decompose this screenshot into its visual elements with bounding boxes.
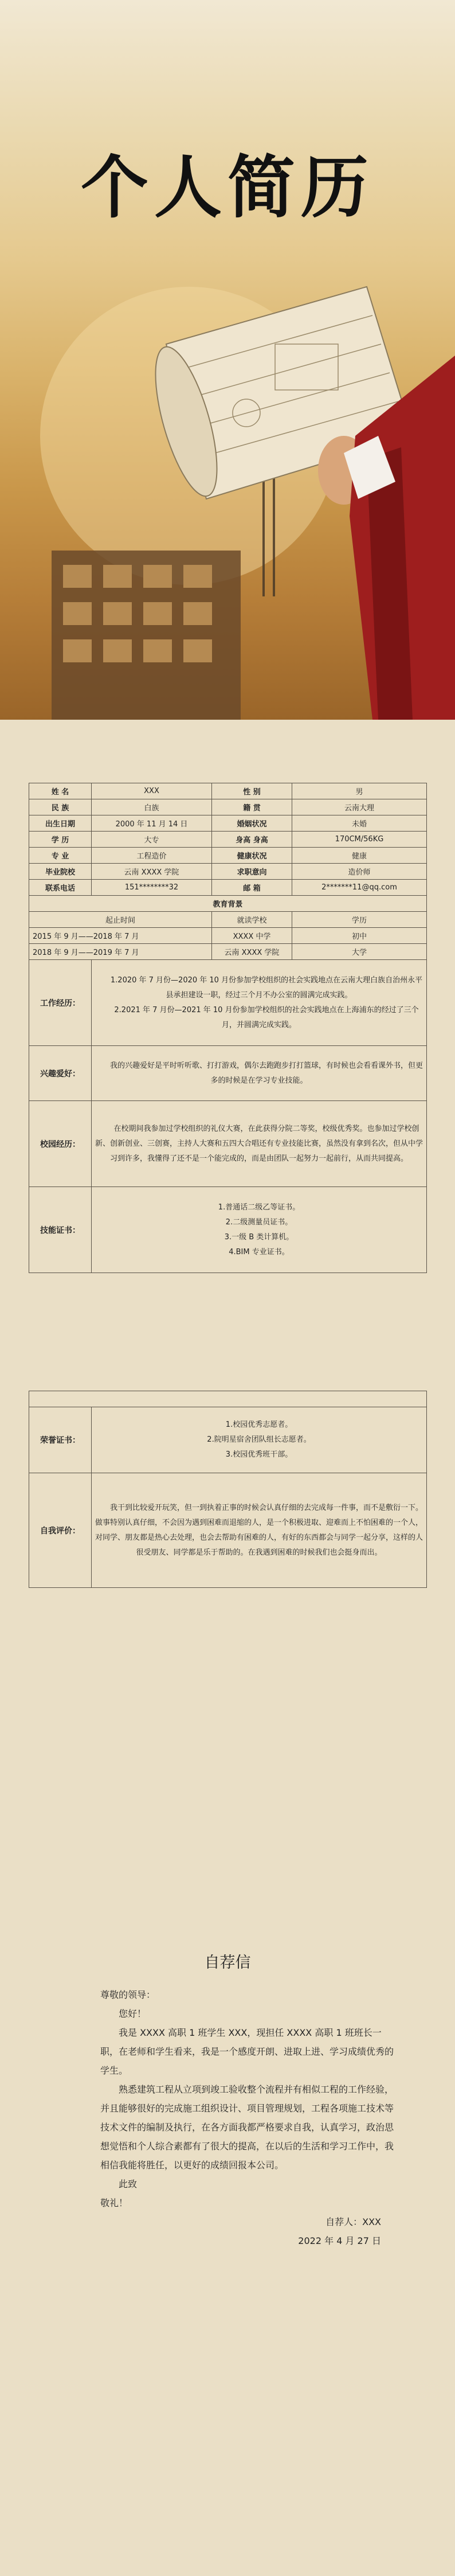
height-value: 170CM/56KG [292,832,427,848]
letter-title: 自荐信 [204,1954,251,1972]
intent-value: 造价师 [292,864,427,880]
phone-label: 联系电话 [29,880,92,896]
table-row [29,1046,427,1101]
work-line: 2.2021 年 7 月份—2021 年 10 月份参加学校组织的社会实践地点在上海浦东的经过了三个月，并圆满完成实践。 [114,1005,419,1029]
health-value: 健康 [292,848,427,864]
resume-table-main [29,783,427,1273]
table-row [29,880,427,896]
marital-value: 未婚 [292,815,427,832]
major-value: 工程造价 [92,848,212,864]
resume-table-secondary [29,1391,427,1588]
edu-header-school: 就读学校 [212,912,292,928]
honor-item: 3.校园优秀班干部。 [225,1450,293,1459]
header-banner [0,0,455,720]
school-label: 毕业院校 [29,864,92,880]
hobby-label: 兴趣爱好： [29,1046,92,1101]
cert-content [92,1187,427,1273]
edu-row-period: 2018 年 9 月——2019 年 7 月 [29,944,212,960]
health-label: 健康状况 [212,848,292,864]
gender-label: 性 别 [212,783,292,799]
self-eval-content [92,1473,427,1588]
table-row [29,960,427,1046]
letter-signature: 自荐人：XXX [325,2216,381,2227]
honor-content [92,1407,427,1473]
honor-item: 2.院明星宿舍团队组长志愿者。 [207,1435,311,1444]
edu-row-degree: 初中 [292,928,427,944]
page-title: 个人简历 [80,148,374,227]
education-label: 学 历 [29,832,92,848]
cert-item: 4.BIM 专业证书。 [229,1247,289,1256]
cert-label: 技能证书： [29,1187,92,1273]
table-row [29,912,427,928]
work-line: 1.2020 年 7 月份—2020 年 10 月份参加学校组织的社会实践地点在云南大理白族自治州永平县承担建设一职，经过三个月不办公室的圆满完成实践。 [110,975,423,1000]
table-row [29,1101,427,1187]
edu-row-school: 云南 XXXX 学院 [212,944,292,960]
hometown-value: 云南大理 [292,799,427,815]
email-label: 邮 箱 [212,880,292,896]
major-label: 专 业 [29,848,92,864]
edu-row-degree: 大学 [292,944,427,960]
email-value: 2*******11@qq.com [292,880,427,896]
ethnicity-label: 民 族 [29,799,92,815]
edu-header-period: 起止时间 [29,912,212,928]
ethnicity-value: 白族 [92,799,212,815]
edu-row-school: XXXX 中学 [212,928,292,944]
table-row [29,928,427,944]
cert-item: 2.二级测量员证书。 [225,1217,293,1227]
hobby-content [92,1046,427,1101]
marital-label: 婚姻状况 [212,815,292,832]
letter-date: 2022 年 4 月 27 日 [298,2235,381,2246]
birth-value: 2000 年 11 月 14 日 [92,815,212,832]
table-row [29,832,427,848]
table-row [29,1187,427,1273]
table-row [29,1473,427,1588]
hobby-text: 我的兴趣爱好是平时听听歌、打打游戏，偶尔去跑跑步打打篮球，有时候也会看看课外书，但更多的时候是在学习专业技能。 [110,1061,423,1085]
gender-value: 男 [292,783,427,799]
work-label: 工作经历： [29,960,92,1046]
honor-item: 1.校园优秀志愿者。 [225,1420,293,1429]
table-row [29,783,427,799]
letter-paragraph: 熟悉建筑工程从立项到竣工验收整个流程并有相似工程的工作经验，并且能够很好的完成施工组织设计、项目管理规划，工程各项施工技术等技术文件的编制及执行，在各方面我都严格要求自我，认真学习，政治思想觉悟和个人综合素都有了很大的提高，在以后的生活和学习工作中，我相信我能将胜任，以更好的成绩回报本公司。 [100,2084,394,2171]
self-eval-text: 我干到比较爱开玩笑，但一到执着正事的时候会认真仔细的去完成每一件事，而不是敷衍一下。做事特别认真仔细，不会因为遇到困难而退缩的人，是一个积极进取、迎难而上不怕困难的一个人，对同学、朋友都是热心去处理，也会去帮助有困难的人，有好的东西都会与同学一起分享，这样的人很受朋友、同学都是乐于帮助的。在我遇到困难的时候我们也会挺身而出。 [95,1503,423,1557]
campus-content [92,1101,427,1187]
cert-item: 1.普通话二级乙等证书。 [218,1203,300,1212]
work-content [92,960,427,1046]
cert-item: 3.一级 B 类计算机。 [224,1232,294,1242]
letter-closing: 此致 [119,2179,138,2189]
name-label: 姓 名 [29,783,92,799]
letter-greeting: 您好！ [119,2008,147,2019]
self-eval-label: 自我评价： [29,1473,92,1588]
table-row [29,1391,427,1407]
education-value: 大专 [92,832,212,848]
education-heading: 教育背景 [29,896,427,912]
table-row [29,944,427,960]
school-value: 云南 XXXX 学院 [92,864,212,880]
cover-letter [100,1985,398,2250]
edu-row-period: 2015 年 9 月——2018 年 7 月 [29,928,212,944]
campus-text: 在校期间我参加过学校组织的礼仪大赛，在此获得分院二等奖，校级优秀奖。也参加过学校创新、创新创业、三创赛，主持人大赛和五四大合唱还有专业技能比赛，虽然没有拿到名次，但从中学习到许多，我懂得了还不是一个能完成的，而是由团队一起努力一起前行，从而共同提高。 [95,1124,423,1163]
banner-illustration [0,0,455,720]
campus-label: 校园经历： [29,1101,92,1187]
birth-label: 出生日期 [29,815,92,832]
honor-label: 荣誉证书： [29,1407,92,1473]
letter-salutation: 尊敬的领导： [100,1989,156,2000]
name-value: XXX [92,783,212,799]
height-label: 身高 身高 [212,832,292,848]
edu-header-degree: 学历 [292,912,427,928]
table-row [29,896,427,912]
table-row [29,864,427,880]
hometown-label: 籍 贯 [212,799,292,815]
table-row [29,1407,427,1473]
table-row [29,815,427,832]
phone-value: 151********32 [92,880,212,896]
table-row [29,848,427,864]
letter-closing: 敬礼！ [100,2198,128,2208]
letter-paragraph: 我是 XXXX 高职 1 班学生 XXX，现担任 XXXX 高职 1 班班长一职，在老师和学生看来，我是一个感度开朗、进取上进、学习成绩优秀的学生。 [100,2027,394,2076]
intent-label: 求职意向 [212,864,292,880]
table-row [29,799,427,815]
